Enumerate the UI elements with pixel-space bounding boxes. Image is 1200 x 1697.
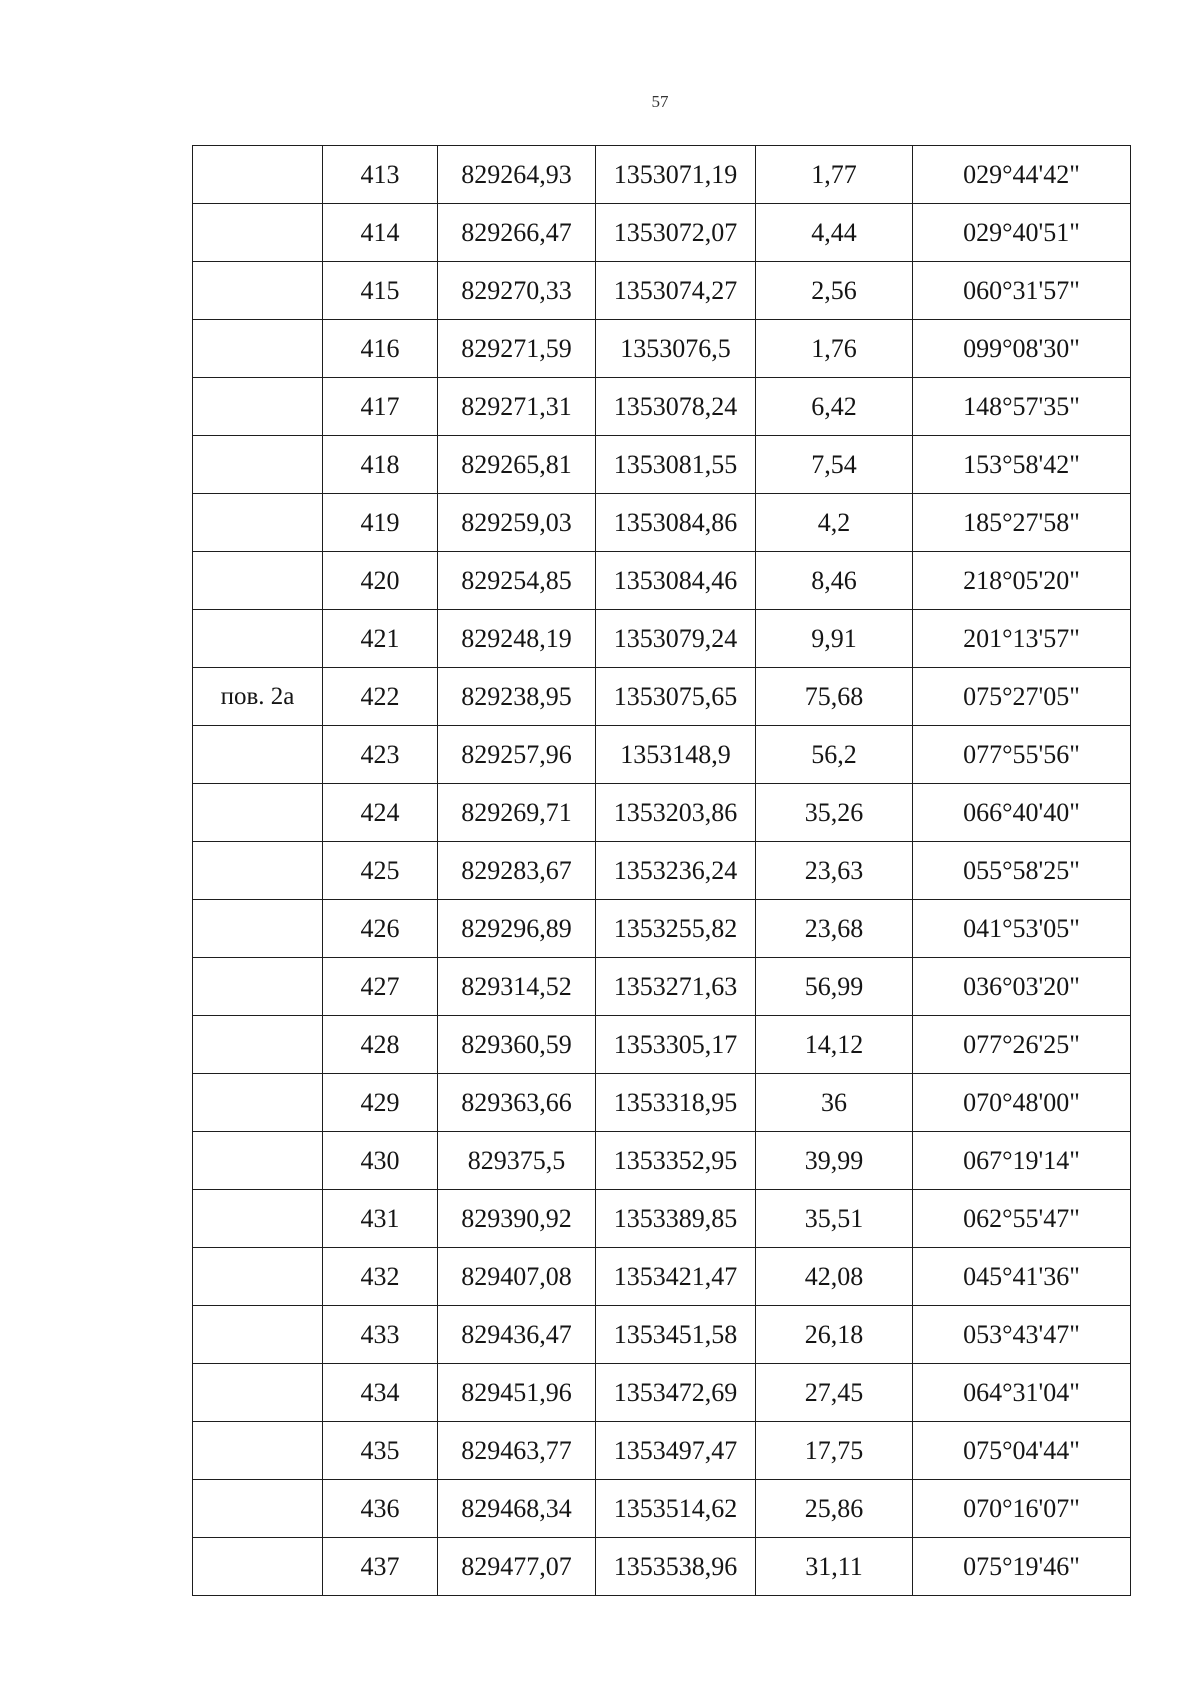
x-coordinate-cell: 829363,66 [438,1074,596,1132]
x-coordinate-cell: 829269,71 [438,784,596,842]
table-row [193,1016,1131,1074]
label-cell [193,842,323,900]
table-row [193,958,1131,1016]
label-cell [193,784,323,842]
y-coordinate-cell: 1353389,85 [596,1190,756,1248]
point-number-cell: 426 [323,900,438,958]
table-row [193,552,1131,610]
table-row [193,842,1131,900]
x-coordinate-cell: 829463,77 [438,1422,596,1480]
x-coordinate-cell: 829283,67 [438,842,596,900]
point-number-cell: 425 [323,842,438,900]
bearing-angle-cell: 185°27'58" [913,494,1131,552]
x-coordinate-cell: 829265,81 [438,436,596,494]
y-coordinate-cell: 1353203,86 [596,784,756,842]
bearing-angle-cell: 045°41'36" [913,1248,1131,1306]
bearing-angle-cell: 148°57'35" [913,378,1131,436]
y-coordinate-cell: 1353081,55 [596,436,756,494]
y-coordinate-cell: 1353078,24 [596,378,756,436]
y-coordinate-cell: 1353148,9 [596,726,756,784]
table-row [193,320,1131,378]
table-row [193,784,1131,842]
coordinates-table [192,145,1131,1596]
y-coordinate-cell: 1353075,65 [596,668,756,726]
bearing-angle-cell: 099°08'30" [913,320,1131,378]
page-number: 57 [651,92,669,111]
bearing-angle-cell: 053°43'47" [913,1306,1131,1364]
segment-length-cell: 4,44 [756,204,913,262]
bearing-angle-cell: 041°53'05" [913,900,1131,958]
x-coordinate-cell: 829451,96 [438,1364,596,1422]
segment-length-cell: 17,75 [756,1422,913,1480]
bearing-angle-cell: 062°55'47" [913,1190,1131,1248]
segment-length-cell: 1,76 [756,320,913,378]
table-row [193,1538,1131,1596]
point-number-cell: 415 [323,262,438,320]
label-cell [193,320,323,378]
table-row [193,1132,1131,1190]
y-coordinate-cell: 1353497,47 [596,1422,756,1480]
y-coordinate-cell: 1353305,17 [596,1016,756,1074]
segment-length-cell: 14,12 [756,1016,913,1074]
label-cell: пов. 2а [193,668,323,726]
point-number-cell: 435 [323,1422,438,1480]
label-cell [193,146,323,204]
label-cell [193,1364,323,1422]
y-coordinate-cell: 1353318,95 [596,1074,756,1132]
point-number-cell: 413 [323,146,438,204]
segment-length-cell: 31,11 [756,1538,913,1596]
x-coordinate-cell: 829259,03 [438,494,596,552]
point-number-cell: 433 [323,1306,438,1364]
segment-length-cell: 8,46 [756,552,913,610]
table-row [193,726,1131,784]
bearing-angle-cell: 075°19'46" [913,1538,1131,1596]
segment-length-cell: 26,18 [756,1306,913,1364]
segment-length-cell: 35,51 [756,1190,913,1248]
point-number-cell: 428 [323,1016,438,1074]
bearing-angle-cell: 201°13'57" [913,610,1131,668]
table-row [193,1422,1131,1480]
x-coordinate-cell: 829271,31 [438,378,596,436]
segment-length-cell: 36 [756,1074,913,1132]
segment-length-cell: 6,42 [756,378,913,436]
bearing-angle-cell: 075°04'44" [913,1422,1131,1480]
segment-length-cell: 25,86 [756,1480,913,1538]
segment-length-cell: 1,77 [756,146,913,204]
y-coordinate-cell: 1353072,07 [596,204,756,262]
bearing-angle-cell: 036°03'20" [913,958,1131,1016]
label-cell [193,1132,323,1190]
x-coordinate-cell: 829238,95 [438,668,596,726]
point-number-cell: 429 [323,1074,438,1132]
point-number-cell: 419 [323,494,438,552]
x-coordinate-cell: 829477,07 [438,1538,596,1596]
label-cell [193,436,323,494]
label-cell [193,958,323,1016]
point-number-cell: 424 [323,784,438,842]
label-cell [193,1538,323,1596]
bearing-angle-cell: 153°58'42" [913,436,1131,494]
table-row [193,1248,1131,1306]
point-number-cell: 431 [323,1190,438,1248]
label-cell [193,726,323,784]
point-number-cell: 434 [323,1364,438,1422]
point-number-cell: 430 [323,1132,438,1190]
y-coordinate-cell: 1353084,86 [596,494,756,552]
table-row [193,668,1131,726]
segment-length-cell: 35,26 [756,784,913,842]
segment-length-cell: 23,63 [756,842,913,900]
segment-length-cell: 27,45 [756,1364,913,1422]
y-coordinate-cell: 1353236,24 [596,842,756,900]
bearing-angle-cell: 067°19'14" [913,1132,1131,1190]
label-cell [193,552,323,610]
segment-length-cell: 39,99 [756,1132,913,1190]
label-cell [193,1074,323,1132]
table-row [193,378,1131,436]
point-number-cell: 432 [323,1248,438,1306]
x-coordinate-cell: 829266,47 [438,204,596,262]
point-number-cell: 418 [323,436,438,494]
coordinates-table-body [193,146,1131,1596]
x-coordinate-cell: 829248,19 [438,610,596,668]
y-coordinate-cell: 1353538,96 [596,1538,756,1596]
table-row [193,1480,1131,1538]
label-cell [193,1480,323,1538]
label-cell [193,1248,323,1306]
table-row [193,436,1131,494]
y-coordinate-cell: 1353084,46 [596,552,756,610]
x-coordinate-cell: 829254,85 [438,552,596,610]
y-coordinate-cell: 1353079,24 [596,610,756,668]
bearing-angle-cell: 075°27'05" [913,668,1131,726]
bearing-angle-cell: 029°40'51" [913,204,1131,262]
segment-length-cell: 4,2 [756,494,913,552]
label-cell [193,262,323,320]
segment-length-cell: 56,2 [756,726,913,784]
bearing-angle-cell: 029°44'42" [913,146,1131,204]
bearing-angle-cell: 055°58'25" [913,842,1131,900]
x-coordinate-cell: 829257,96 [438,726,596,784]
point-number-cell: 422 [323,668,438,726]
x-coordinate-cell: 829436,47 [438,1306,596,1364]
table-row [193,1306,1131,1364]
x-coordinate-cell: 829314,52 [438,958,596,1016]
point-number-cell: 420 [323,552,438,610]
y-coordinate-cell: 1353451,58 [596,1306,756,1364]
x-coordinate-cell: 829360,59 [438,1016,596,1074]
label-cell [193,1306,323,1364]
label-cell [193,204,323,262]
y-coordinate-cell: 1353514,62 [596,1480,756,1538]
table-row [193,262,1131,320]
y-coordinate-cell: 1353271,63 [596,958,756,1016]
segment-length-cell: 7,54 [756,436,913,494]
bearing-angle-cell: 066°40'40" [913,784,1131,842]
label-cell [193,1190,323,1248]
y-coordinate-cell: 1353074,27 [596,262,756,320]
bearing-angle-cell: 070°48'00" [913,1074,1131,1132]
bearing-angle-cell: 060°31'57" [913,262,1131,320]
x-coordinate-cell: 829407,08 [438,1248,596,1306]
segment-length-cell: 56,99 [756,958,913,1016]
point-number-cell: 421 [323,610,438,668]
x-coordinate-cell: 829375,5 [438,1132,596,1190]
table-row [193,1364,1131,1422]
segment-length-cell: 75,68 [756,668,913,726]
table-row [193,146,1131,204]
point-number-cell: 416 [323,320,438,378]
label-cell [193,1422,323,1480]
point-number-cell: 437 [323,1538,438,1596]
point-number-cell: 414 [323,204,438,262]
segment-length-cell: 23,68 [756,900,913,958]
point-number-cell: 417 [323,378,438,436]
y-coordinate-cell: 1353071,19 [596,146,756,204]
y-coordinate-cell: 1353421,47 [596,1248,756,1306]
segment-length-cell: 9,91 [756,610,913,668]
point-number-cell: 436 [323,1480,438,1538]
bearing-angle-cell: 070°16'07" [913,1480,1131,1538]
bearing-angle-cell: 077°55'56" [913,726,1131,784]
bearing-angle-cell: 064°31'04" [913,1364,1131,1422]
label-cell [193,610,323,668]
y-coordinate-cell: 1353352,95 [596,1132,756,1190]
y-coordinate-cell: 1353472,69 [596,1364,756,1422]
table-row [193,900,1131,958]
label-cell [193,900,323,958]
y-coordinate-cell: 1353255,82 [596,900,756,958]
table-row [193,1074,1131,1132]
bearing-angle-cell: 077°26'25" [913,1016,1131,1074]
x-coordinate-cell: 829264,93 [438,146,596,204]
table-row [193,204,1131,262]
x-coordinate-cell: 829271,59 [438,320,596,378]
x-coordinate-cell: 829296,89 [438,900,596,958]
segment-length-cell: 2,56 [756,262,913,320]
x-coordinate-cell: 829468,34 [438,1480,596,1538]
segment-length-cell: 42,08 [756,1248,913,1306]
label-cell [193,1016,323,1074]
point-number-cell: 423 [323,726,438,784]
x-coordinate-cell: 829390,92 [438,1190,596,1248]
label-cell [193,494,323,552]
bearing-angle-cell: 218°05'20" [913,552,1131,610]
label-cell [193,378,323,436]
table-row [193,494,1131,552]
y-coordinate-cell: 1353076,5 [596,320,756,378]
table-row [193,1190,1131,1248]
table-row [193,610,1131,668]
point-number-cell: 427 [323,958,438,1016]
x-coordinate-cell: 829270,33 [438,262,596,320]
